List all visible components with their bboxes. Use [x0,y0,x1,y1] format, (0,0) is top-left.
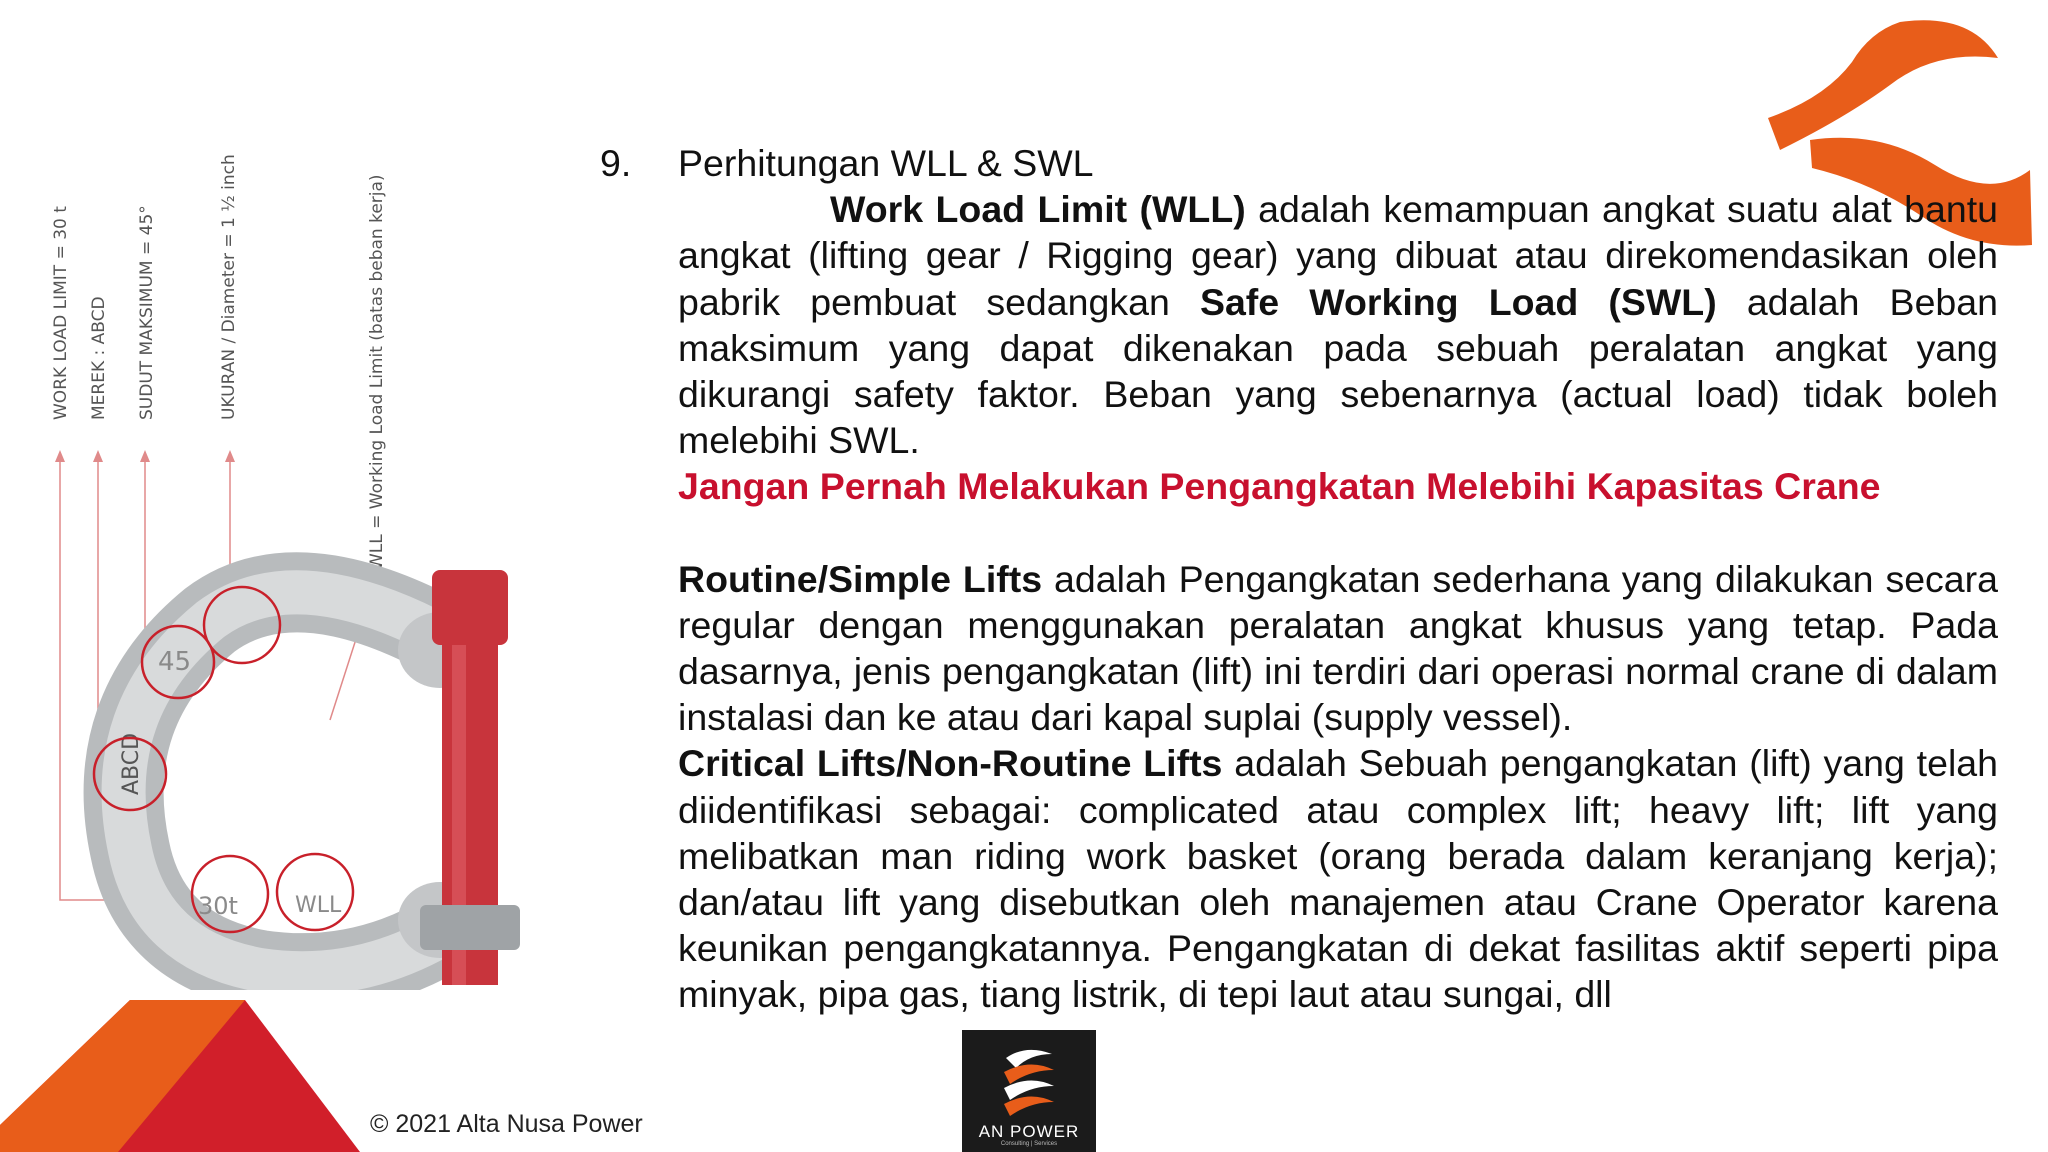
logo-subtext: Consulting | Services [1000,1141,1058,1147]
label-sudut-maksimum: SUDUT MAKSIMUM = 45° [137,205,157,420]
text-swl: adalah Beban maksimum yang dapat dikenakan pada sebuah peralatan angkat yang dikurangi safety faktor. Beban yang sebenarnya (actual load) tidak boleh melebihi SWL. [678,280,1998,462]
paragraph-routine-lifts [678,556,1998,741]
warning-text: Jangan Pernah Melakukan Pengangkatan Melebihi Kapasitas Crane [678,465,1881,508]
mark-wll: WLL [295,893,342,918]
term-critical: Critical Lifts/Non-Routine Lifts [678,742,1223,785]
term-routine: Routine/Simple Lifts [678,557,1043,600]
paragraph-critical-lifts [678,740,1998,1017]
mark-load: 30t [198,892,238,920]
section-number: 9. [600,142,632,184]
an-power-logo-icon [996,1044,1062,1120]
section-heading [600,140,1998,186]
logo-text: AN POWER [978,1122,1080,1141]
term-wll: Work Load Limit (WLL) [830,188,1246,231]
mark-brand: ABCD [119,732,144,795]
label-ukuran: UKURAN / Diameter = 1 ½ inch [219,154,239,420]
an-power-logo [962,1030,1096,1152]
term-swl: Safe Working Load (SWL) [1199,280,1717,323]
label-work-load-limit: WORK LOAD LIMIT = 30 t [51,206,71,420]
text-wll: adalah kemampuan angkat suatu alat bantu angkat (lifting gear / Rigging gear) yang dibuat atau direkomendasikan oleh pabrik pembuat sedangkan [678,188,1998,323]
mark-angle: 45 [158,647,192,677]
label-merek: MEREK : ABCD [89,296,109,420]
body-text [678,186,1998,1017]
corner-chevron-icon [0,1000,360,1152]
shackle-diagram [40,90,600,990]
footer-copyright: © 2021 Alta Nusa Power [370,1110,643,1138]
section-title: Perhitungan WLL & SWL [678,142,1094,184]
paragraph-wll-swl [678,186,1998,463]
text-critical: adalah Sebuah pengangkatan (lift) yang telah diidentifikasi sebagai: complicated atau complex lift; heavy lift; lift yang melibatkan man riding work basket (orang berada dalam keranjang kerja); dan/atau lift yang disebutkan oleh manajemen atau Crane Operator karena keunikan pengangkatannya. Pengangkatan di dekat fasilitas aktif seperti pipa minyak, pipa gas, tiang listrik, di tepi laut atau sungai, dll [678,742,1998,1016]
content-text [600,140,1998,1018]
label-wll-definition: WLL = Working Load Limit (batas beban kerja) [367,174,387,570]
text-routine: adalah Pengangkatan sederhana yang dilakukan secara regular dengan menggunakan peralatan angkat khusus yang tetap. Pada dasarnya, jenis pengangkatan (lift) ini terdiri dari operasi normal crane di dalam instalasi dan ke atau dari kapal suplai (supply vessel). [678,557,1998,739]
